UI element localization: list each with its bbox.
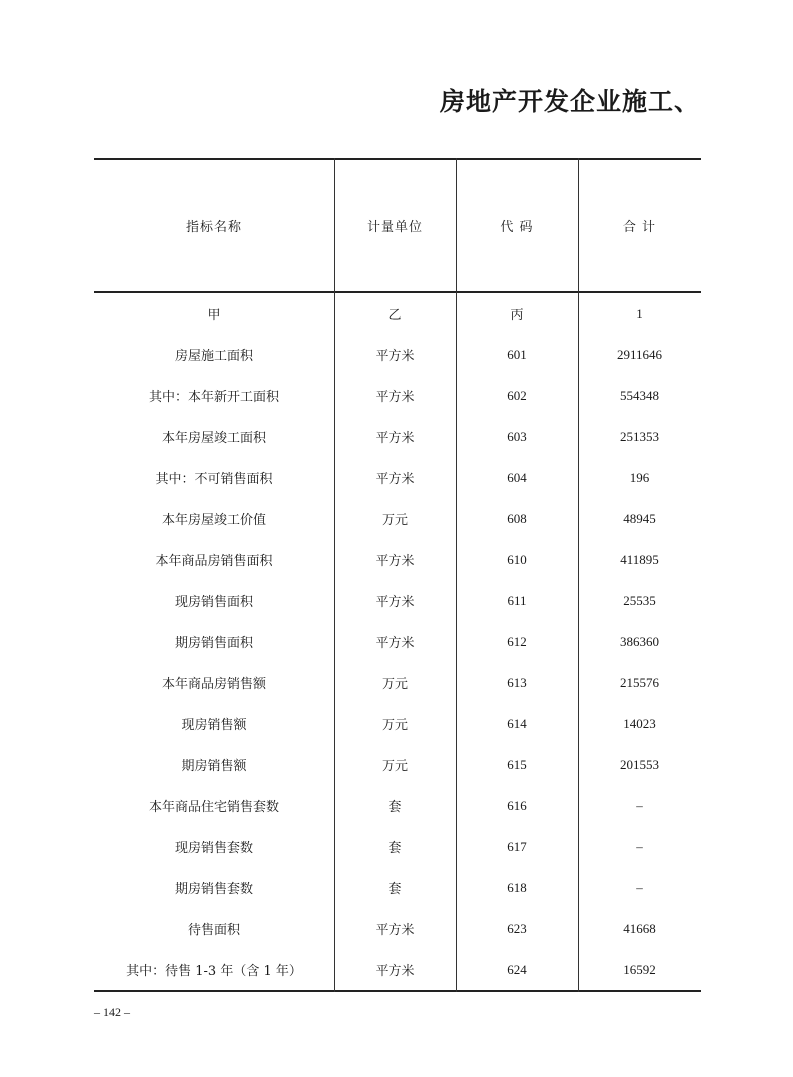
table-row (94, 908, 701, 949)
cell-total: 14023 (623, 715, 656, 731)
cell-unit: 套 (388, 882, 402, 897)
cell-name: 房屋施工面积 (174, 349, 253, 364)
cell-code: 617 (507, 838, 527, 854)
header-indicator-name: 指标名称 (185, 220, 242, 235)
table-row (94, 703, 701, 744)
cell-total: 386360 (620, 633, 659, 649)
table-header (94, 160, 701, 291)
cell-name: 本年房屋竣工面积 (161, 431, 266, 446)
cell-unit: 乙 (388, 308, 402, 323)
table-row (94, 785, 701, 826)
cell-total: 201553 (620, 756, 659, 772)
cell-total: 1 (636, 305, 643, 321)
cell-total: 2911646 (616, 346, 663, 362)
cell-name: 现房销售套数 (174, 841, 253, 856)
cell-unit: 平方米 (375, 964, 415, 979)
cell-code: 624 (507, 961, 527, 977)
cell-name: 本年商品房销售额 (161, 677, 266, 692)
cell-total: 251353 (620, 428, 659, 444)
page-number: – 142 – (94, 1005, 130, 1019)
cell-total: 16592 (623, 961, 656, 977)
cell-name: 甲 (207, 308, 221, 323)
table-row (94, 621, 701, 662)
table-bottom-rule (94, 990, 701, 992)
cell-name: 本年商品住宅销售套数 (148, 800, 279, 815)
cell-total: 25535 (623, 592, 656, 608)
table-row (94, 498, 701, 539)
cell-name: 本年房屋竣工价值 (161, 513, 266, 528)
table-row (94, 539, 701, 580)
statistics-table (94, 158, 701, 992)
cell-code: 616 (507, 797, 527, 813)
table-row (94, 457, 701, 498)
table-row (94, 416, 701, 457)
cell-code: 612 (507, 633, 527, 649)
cell-code: 610 (507, 551, 527, 567)
cell-unit: 平方米 (375, 472, 415, 487)
cell-code: 618 (507, 879, 527, 895)
cell-unit: 平方米 (375, 923, 415, 938)
table-row (94, 580, 701, 621)
table-row (94, 744, 701, 785)
cell-total: 41668 (623, 920, 656, 936)
cell-code: 丙 (510, 308, 524, 323)
header-code: 代 码 (500, 220, 534, 235)
cell-total: – (636, 879, 643, 895)
cell-total: 411895 (620, 551, 659, 567)
cell-total: – (636, 797, 643, 813)
cell-code: 603 (507, 428, 527, 444)
cell-total: 48945 (623, 510, 656, 526)
table-row (94, 334, 701, 375)
cell-code: 615 (507, 756, 527, 772)
cell-name: 现房销售面积 (174, 595, 253, 610)
table-row (94, 826, 701, 867)
cell-code: 604 (507, 469, 527, 485)
page-title: 房地产开发企业施工、 (439, 87, 700, 116)
table-row (94, 949, 701, 990)
cell-name: 其中：本年新开工面积 (148, 390, 279, 405)
cell-unit: 平方米 (375, 554, 415, 569)
cell-total: 554348 (620, 387, 659, 403)
table-row (94, 662, 701, 703)
cell-unit: 万元 (381, 677, 408, 692)
cell-name: 待售面积 (187, 923, 240, 938)
cell-code: 623 (507, 920, 527, 936)
cell-name: 期房销售套数 (174, 882, 253, 897)
cell-name: 期房销售额 (181, 759, 247, 774)
cell-total: 215576 (620, 674, 659, 690)
cell-name: 其中：待售 1-3 年（含 1 年） (126, 964, 302, 979)
cell-code: 601 (507, 346, 527, 362)
cell-unit: 套 (388, 841, 402, 856)
cell-total: – (636, 838, 643, 854)
table-row (94, 867, 701, 908)
cell-unit: 万元 (381, 759, 408, 774)
cell-unit: 万元 (381, 718, 408, 733)
cell-name: 其中：不可销售面积 (155, 472, 273, 487)
cell-name: 本年商品房销售面积 (155, 554, 273, 569)
cell-unit: 平方米 (375, 636, 415, 651)
cell-name: 期房销售面积 (174, 636, 253, 651)
table-body (94, 293, 701, 990)
cell-unit: 平方米 (375, 349, 415, 364)
cell-unit: 万元 (381, 513, 408, 528)
cell-code: 602 (507, 387, 527, 403)
cell-unit: 平方米 (375, 595, 415, 610)
cell-unit: 平方米 (375, 390, 415, 405)
cell-unit: 套 (388, 800, 402, 815)
cell-unit: 平方米 (375, 431, 415, 446)
cell-code: 608 (507, 510, 527, 526)
cell-code: 613 (507, 674, 527, 690)
table-row (94, 375, 701, 416)
table-row (94, 293, 701, 334)
cell-total: 196 (629, 469, 650, 485)
cell-code: 611 (507, 592, 527, 608)
header-unit: 计量单位 (366, 220, 423, 235)
cell-code: 614 (507, 715, 527, 731)
cell-name: 现房销售额 (181, 718, 247, 733)
header-total: 合 计 (622, 220, 657, 235)
